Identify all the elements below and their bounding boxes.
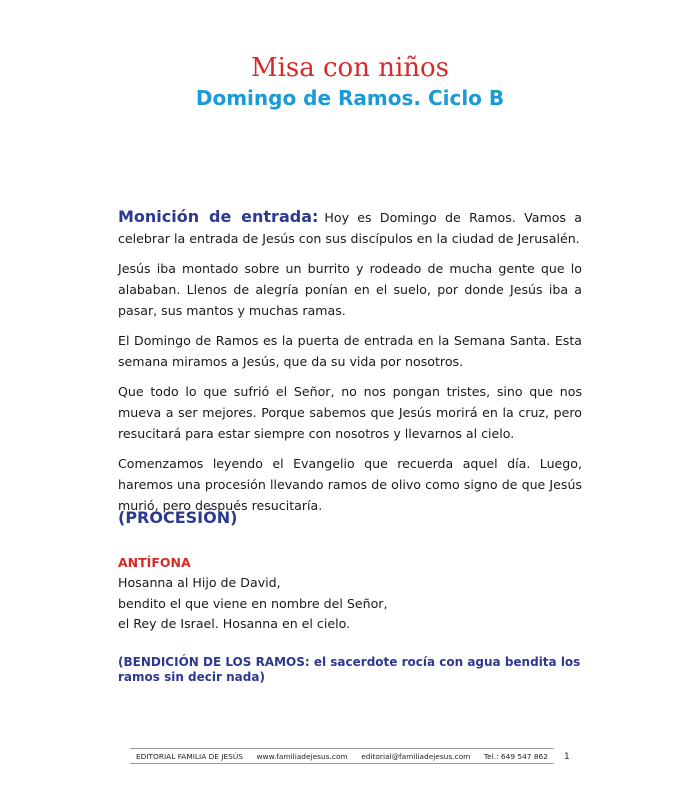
antifona-line: el Rey de Israel. Hosanna en el cielo.	[118, 616, 351, 631]
footer-website: www.familiadejesus.com	[256, 752, 348, 761]
monicion-paragraph	[118, 206, 582, 249]
antifona-text	[118, 573, 387, 635]
footer-email: editorial@familiadejesus.com	[361, 752, 471, 761]
page-number: 1	[564, 752, 570, 762]
procesion-heading: (PROCESIÓN)	[118, 508, 238, 527]
footer	[130, 748, 554, 764]
footer-phone: Tel.: 649 547 862	[483, 752, 548, 761]
bendicion-note: (BENDICIÓN DE LOS RAMOS: el sacerdote rocía con agua bendita los ramos sin decir nada)	[118, 655, 581, 684]
monicion-paragraph: Jesús iba montado sobre un burrito y rodeado de mucha gente que lo alababan. Llenos de alegría ponían en el suelo, por donde Jesús iba a pasar, sus mantos y muchas ramas.	[118, 261, 582, 318]
monicion-text: Hoy es Domingo de Ramos. Vamos a celebrar la entrada de Jesús con sus discípulos en la ciudad de Jerusalén.	[118, 210, 582, 246]
monicion-paragraph: El Domingo de Ramos es la puerta de entrada en la Semana Santa. Esta semana miramos a Jesús, que da su vida por nosotros.	[118, 333, 582, 369]
monicion-label: Monición de entrada:	[118, 207, 319, 226]
footer-publisher: EDITORIAL FAMILIA DE JESÚS	[136, 752, 243, 761]
monicion-paragraph: Que todo lo que sufrió el Señor, no nos pongan tristes, sino que nos mueva a ser mejores. Porque sabemos que Jesús morirá en la cruz, pero resucitará para estar siempre con nosotros y llevarnos al cielo.	[118, 384, 582, 441]
antifona-line: Hosanna al Hijo de David,	[118, 575, 281, 590]
page-subtitle: Domingo de Ramos. Ciclo B	[195, 86, 505, 110]
monicion-paragraph: Comenzamos leyendo el Evangelio que recuerda aquel día. Luego, haremos una procesión llevando ramos de olivo como signo de que Jesús murió, pero después resucitaría.	[118, 456, 582, 513]
page-title: Misa con niños	[250, 53, 450, 83]
antifona-line: bendito el que viene en nombre del Señor,	[118, 595, 388, 611]
monicion-section	[118, 206, 582, 525]
antifona-label: ANTÍFONA	[118, 555, 191, 570]
